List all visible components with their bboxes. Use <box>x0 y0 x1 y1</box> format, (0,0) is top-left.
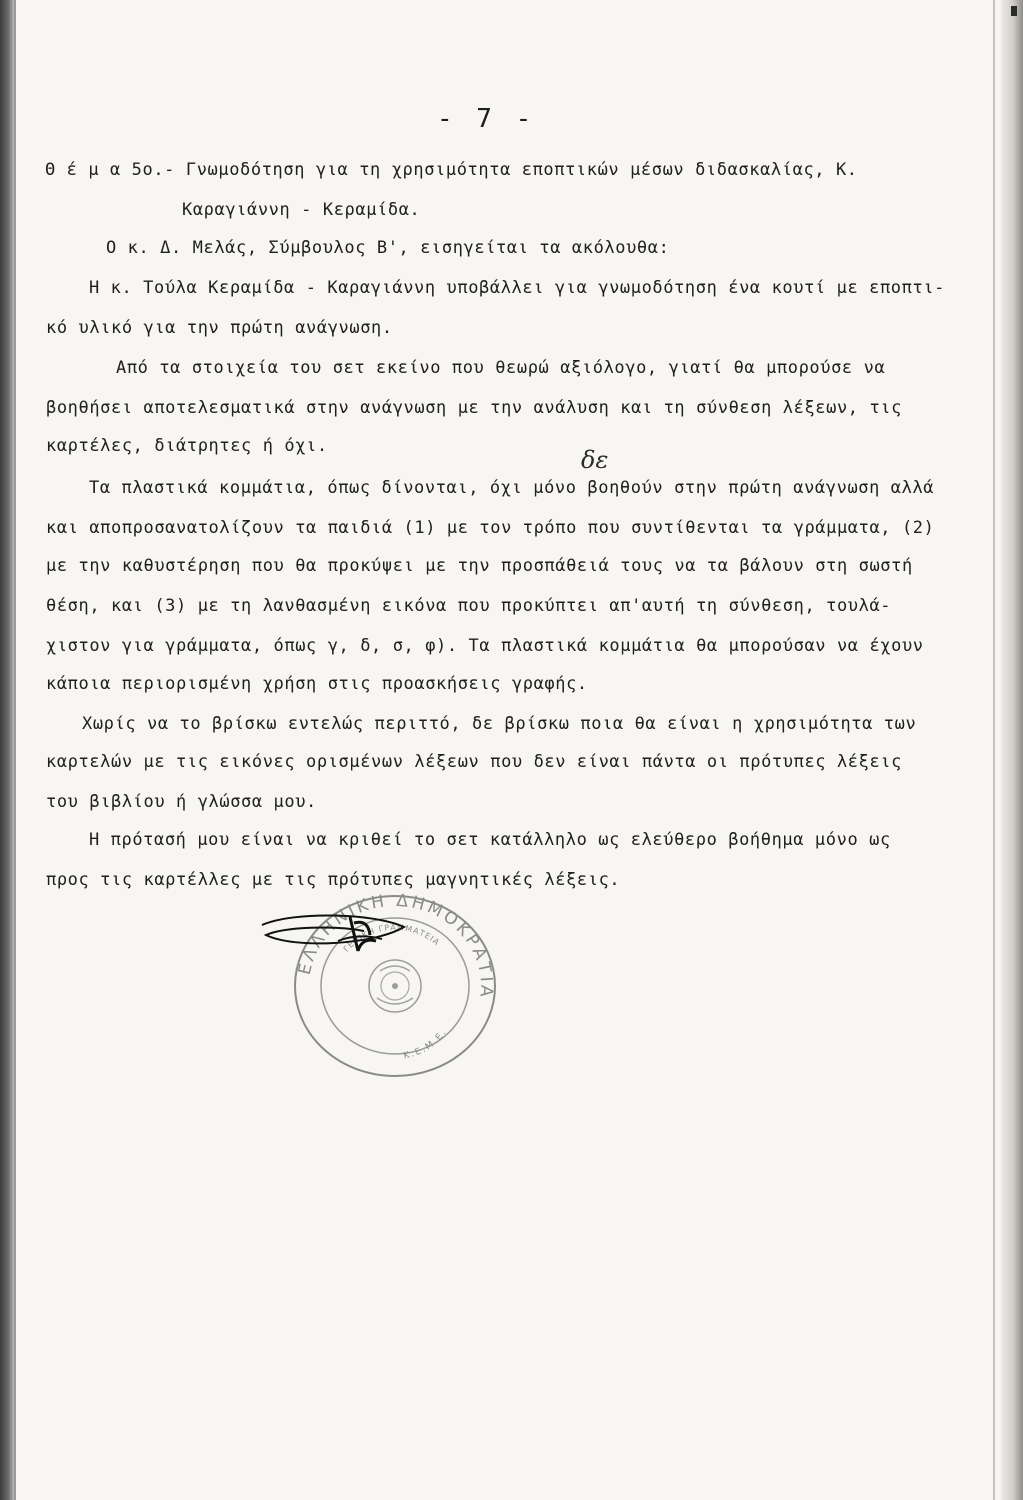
text-line: Ο κ. Δ. Μελάς, Σύμβουλος Β', εισηγείται τα ακόλουθα: <box>106 238 670 258</box>
coat-of-arms-emblem <box>369 960 421 1012</box>
text-line: Καραγιάννη - Κεραμίδα. <box>182 200 421 220</box>
page-number: - 7 - <box>437 104 536 134</box>
text-line: και αποπροσανατολίζουν τα παιδιά (1) με τον τρόπο που συντίθενται τα γράμματα, (2) <box>46 518 935 538</box>
text-line: του βιβλίου ή γλώσσα μου. <box>46 792 317 812</box>
stamp-bottom-text: Κ.Ε.Μ.Ε. <box>402 1026 450 1062</box>
stamp-inner-text: ΓΕΝΙΚΗ ΓΡΑΜΜΑΤΕΙΑ <box>341 922 442 954</box>
page-edge-shadow <box>1001 0 1023 1500</box>
text-line: καρτέλες, διάτρητες ή όχι. <box>46 436 328 456</box>
text-line: θέση, και (3) με τη λανθασμένη εικόνα που προκύπτει απ'αυτή τη σύνθεση, τουλά- <box>46 596 892 616</box>
text-line: βοηθήσει αποτελεσματικά στην ανάγνωση με την ανάλυση και τη σύνθεση λέξεων, τις <box>46 398 902 418</box>
stamp-outer-text: ΕΛΛΗΝΙΚΗ ΔΗΜΟΚΡΑΤΙΑ <box>294 893 497 1001</box>
text-line: Από τα στοιχεία του σετ εκείνο που θεωρώ αξιόλογο, γιατί θα μπορούσε να <box>116 358 886 378</box>
text-line: κάποια περιορισμένη χρήση στις προασκήσεις γραφής. <box>46 674 588 694</box>
text-line: Χωρίς να το βρίσκω εντελώς περιττό, δε βρίσκω ποια θα είναι η χρησιμότητα των <box>82 714 917 734</box>
text-line: Τα πλαστικά κομμάτια, όπως δίνονται, όχι μόνο βοηθούν στην πρώτη ανάγνωση αλλά <box>89 478 935 498</box>
text-line: προς τις καρτέλλες με τις πρότυπες μαγνητικές λέξεις. <box>46 870 621 890</box>
signature <box>254 905 414 965</box>
page-edge-line <box>993 0 995 1500</box>
corner-mark <box>1011 6 1017 16</box>
text-line: Θ έ μ α 5ο.- Γνωμοδότηση για τη χρησιμότητα εποπτικών μέσων διδασκαλίας, Κ. <box>45 160 858 180</box>
handwritten-insert: δε <box>581 446 609 474</box>
text-line: Η κ. Τούλα Κεραμίδα - Καραγιάννη υποβάλλει για γνωμοδότηση ένα κουτί με εποπτι- <box>89 278 945 298</box>
text-line: κό υλικό για την πρώτη ανάγνωση. <box>46 318 393 338</box>
text-line: καρτελών με τις εικόνες ορισμένων λέξεων που δεν είναι πάντα οι πρότυπες λέξεις <box>46 752 902 772</box>
text-line: με την καθυστέρηση που θα προκύψει με την προσπάθειά τους να τα βάλουν στη σωστή <box>46 556 913 576</box>
binding-edge-line <box>14 0 16 1500</box>
binding-shadow <box>0 0 14 1500</box>
text-line: Η πρότασή μου είναι να κριθεί το σετ κατάλληλο ως ελεύθερο βοήθημα μόνο ως <box>89 830 891 850</box>
text-line: χιστον για γράμματα, όπως γ, δ, σ, φ). Τα πλαστικά κομμάτια θα μπορούσαν να έχουν <box>46 636 924 656</box>
